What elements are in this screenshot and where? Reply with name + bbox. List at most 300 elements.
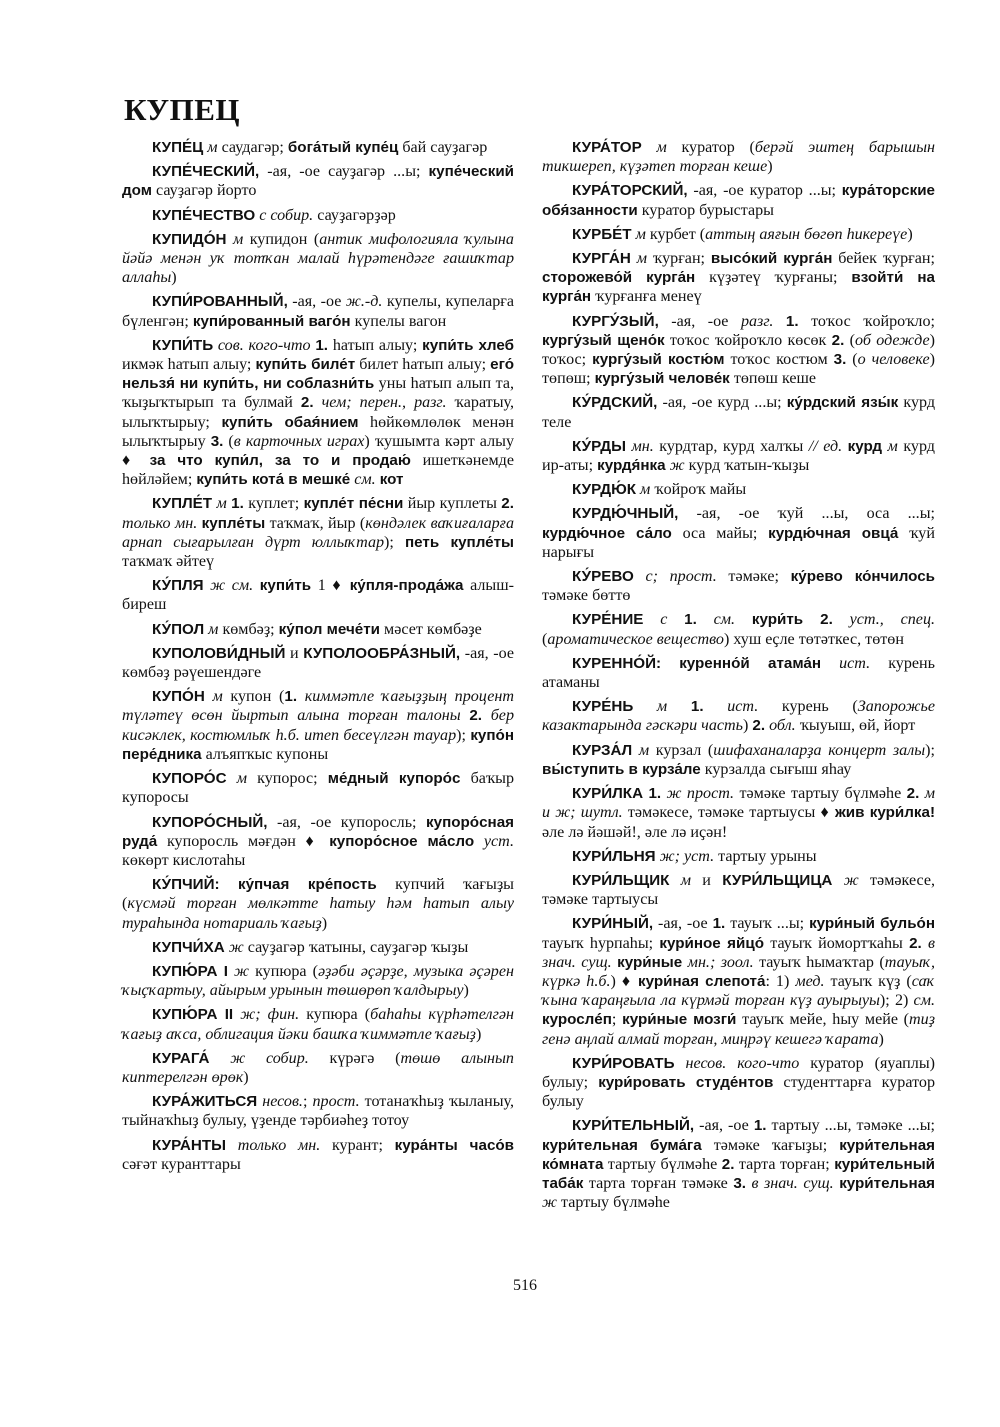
headword-text: кургу́зый костю́м <box>592 351 725 369</box>
definition-text: ) <box>463 982 469 1000</box>
headword-text: купо́н пере́дника <box>122 726 514 763</box>
definition-text: курд ир-аты; <box>542 437 935 475</box>
label-text: м <box>632 741 656 759</box>
definition-text: тәмәке бөттө <box>542 587 631 605</box>
definition-text: ; <box>302 1093 313 1111</box>
headword-text: курослéп <box>542 1011 612 1029</box>
definition-text: таҡмаҡ әйтеү <box>122 553 215 571</box>
headword-text: КУРА́ТОР <box>572 139 642 156</box>
label-text: несов. кого-что <box>674 1054 811 1072</box>
dictionary-entry <box>122 875 514 933</box>
definition-text: купюра ( <box>255 962 318 980</box>
headword-text: 2. <box>831 331 845 349</box>
label-text: шифаханаларҙа концерт залы <box>713 741 926 759</box>
dictionary-entry <box>542 437 935 475</box>
headword-text: кургу́зый челове́к <box>594 370 730 388</box>
definition-text: тарта торған тәмәке <box>583 1174 734 1192</box>
right-column <box>542 138 935 1217</box>
label-text: с <box>643 611 685 629</box>
headword-text: КУРИ́РОВАТЬ <box>572 1054 675 1072</box>
headword-text: КУПЮ́РА II <box>152 1006 234 1024</box>
definition-text: курант; <box>331 1136 395 1154</box>
definition-text: тотанаҡһыҙ ҡыланыу, тыйнаҡһыҙ булыу, үҙенде тәрбиәһеҙ тотоу <box>122 1093 514 1130</box>
headword-text: КУ́ПЧИЙ: <box>152 876 220 894</box>
headword-text: КУПОЛОВИ́ДНЫЙ <box>152 644 286 662</box>
dictionary-entry <box>122 813 514 871</box>
headword-text: купи́ть биле́т <box>255 356 356 374</box>
headword-text: КУРБЕ́Т <box>572 225 632 243</box>
headword-text: кури́ное яйцо́ <box>659 934 764 952</box>
definition-text: ) <box>907 225 913 243</box>
dictionary-entry <box>542 1054 935 1112</box>
headword-text: КУПЕ́ЧЕСКИЙ, <box>152 163 260 181</box>
label-text: м <box>636 481 655 499</box>
headword-text: КУРГУ́ЗЫЙ, <box>572 312 659 330</box>
definition-text: и <box>702 871 723 889</box>
definition-text: -ая, -ое курд ...ы; <box>657 394 787 412</box>
dictionary-entry <box>542 1116 935 1212</box>
label-text: м <box>641 139 682 156</box>
definition-text: ҡурған; <box>652 250 711 268</box>
dictionary-entry <box>542 480 935 499</box>
headword-text: КУПЮ́РА I <box>152 962 228 980</box>
definition-text: күҙәтеү ҡурғаны; <box>695 269 852 287</box>
definition-text: әле лә йәшәй!, әле лә иҫән! <box>542 823 728 841</box>
label-text: м <box>882 437 904 455</box>
headword-text: купи́ть хлеб <box>422 336 514 354</box>
definition-text: тарта торған; <box>734 1155 835 1173</box>
definition-text: курд ҡатын-ҡыҙы <box>688 457 810 475</box>
definition-text: тартыу бүлмәһе <box>561 1194 670 1212</box>
definition-text: тартыу бүлмәһе <box>603 1155 722 1173</box>
definition-text: купоросль мәғдән ♦ <box>157 832 330 850</box>
headword-text: КУ́РДСКИЙ, <box>572 394 658 412</box>
definition-text: саудагәр; <box>221 139 288 156</box>
label-text: разг. <box>740 312 774 330</box>
label-text: ж <box>224 938 248 956</box>
dictionary-entry <box>122 292 514 330</box>
definition-text: курень ( <box>781 698 858 716</box>
label-text: ж <box>542 1194 561 1212</box>
definition-text: ( <box>844 331 856 349</box>
definition-text: тауыҡ һурпаһы; <box>542 934 660 952</box>
definition-text: ) хуш еҫле төтәткес, төтөн <box>723 630 904 648</box>
label-text: ж <box>227 962 256 980</box>
label-text: баһаһы күрһәтелгән ҡағыҙ аҡса, облигация йәки башҡа ҡиммәтле ҡағыҙ <box>122 1006 514 1043</box>
headword-text: кура́торские обя́занности <box>542 182 935 219</box>
definition-text: ; <box>611 1011 623 1029</box>
headword-text: КУРИ́ЛЬНЯ <box>572 847 656 865</box>
definition-text: ) <box>475 1025 482 1043</box>
definition-text: алъяпҡыс купоны <box>201 745 329 763</box>
definition-text <box>220 876 238 893</box>
headword-text: КУПЕ́Ц <box>152 139 204 156</box>
headword-text: купи́ть <box>259 577 312 595</box>
headword-text: за что купи́л, за то и продаю́ <box>149 452 411 470</box>
label-text: м <box>226 230 250 248</box>
headword-text: ме́дный купоро́с <box>327 770 461 788</box>
headword-text: петь купле́ты <box>404 533 514 551</box>
definition-text: куратор ( <box>681 139 755 156</box>
headword-text: 1. <box>231 495 244 513</box>
definition-text: сәғәт куранттары <box>122 1155 241 1173</box>
dictionary-entry <box>542 504 935 562</box>
label-text: аттың аяғын бөгөп һикереүе <box>705 225 908 243</box>
headword-text: кури́тельная ко́мната <box>542 1136 936 1173</box>
definition-text: ҡаратыу, ылыҡтырыу; <box>122 394 514 431</box>
definition-text: ); <box>384 533 405 551</box>
dictionary-entry <box>122 620 514 639</box>
headword-text: КУПОРО́СНЫЙ, <box>152 813 268 831</box>
dictionary-entry <box>542 249 935 307</box>
definition-text: ( <box>542 630 548 648</box>
headword-text: кури́тельная бума́га <box>542 1136 702 1154</box>
headword-text: КУПЕ́ЧЕСТВО <box>152 206 256 224</box>
definition-text: куратор бурыстары <box>637 201 774 219</box>
headword-text: КУРА́ЖИТЬСЯ <box>152 1093 258 1111</box>
headword-text: 1. <box>753 1117 767 1135</box>
headword-text: КУПИ́РОВАННЫЙ, <box>152 293 288 311</box>
definition-text: тәмәке ҡағыҙы; <box>701 1136 840 1154</box>
definition-text: тауыҡ мейе, һыу мейе ( <box>736 1011 910 1029</box>
definition-text: тауыҡ күҙ ( <box>824 972 912 990</box>
definition-text: 1 ♦ <box>311 577 350 595</box>
label-text: чем; перен., разг. <box>313 394 447 412</box>
definition-text: тәмәкесе, тәмәке тартыусы ♦ <box>627 804 835 822</box>
headword-text: высо́кий курга́н <box>710 250 833 268</box>
dictionary-entry <box>542 654 935 692</box>
definition-text: ); <box>925 741 935 759</box>
definition-text: уны һатып алып та, ҡыҙыҡтырып та булмай <box>122 375 514 412</box>
definition-text: тауыҡ ...ы; <box>725 915 810 933</box>
definition-text: ) <box>243 1068 249 1086</box>
label-text: көндәлек ваҡиғаларға арнап сығарылған дүрт юллыҡтар <box>122 514 515 551</box>
label-text: см. <box>913 992 935 1010</box>
definition-text: ( <box>223 432 234 450</box>
definition-text: ); 2) <box>879 992 914 1010</box>
headword-text: купе́ческий дом <box>122 163 514 200</box>
headword-text: курд <box>847 437 883 455</box>
definition-text: -ая, -ое <box>658 312 741 330</box>
headword-text: жив кури́лка! <box>834 804 936 822</box>
headword-text: 1. <box>690 698 704 716</box>
label-text: только мн. <box>225 1136 332 1154</box>
label-text: мед. <box>795 972 825 990</box>
headword-text: купи́ть обая́нием <box>221 413 359 431</box>
headword-text: ку́рдский язы́к <box>786 394 899 412</box>
label-text: м <box>633 698 691 716</box>
label-text: тауыҡ, күркә һ.б. <box>542 953 935 990</box>
label-text: антик мифологияла ҡулына йәйә менән уҡ тотҡан малай һүрәтендәге ғашиҡтар аллаһы <box>122 230 514 287</box>
label-text: Запорожье казактарында гәскәри часть <box>542 698 935 735</box>
definition-text: ) ♦ <box>610 972 639 990</box>
dictionary-entry <box>542 697 935 735</box>
headword-text: 3. <box>733 1174 746 1192</box>
definition-text: -ая, -ое <box>287 293 346 311</box>
definition-text: ) <box>878 1030 884 1048</box>
headword-text: 2. <box>300 394 314 412</box>
label-text: сов. кого-что <box>213 336 316 354</box>
definition-text: тоҡос ҡойроҡло көсөк <box>664 331 832 349</box>
label-text: ж прост. <box>661 785 740 803</box>
label-text: м <box>669 871 703 889</box>
definition-text: таҡмаҡ, йыр ( <box>265 514 366 532</box>
definition-text: бай сауҙагәр <box>398 139 488 156</box>
headword-text: ку́пол мече́ти <box>278 620 381 638</box>
label-text: см. <box>350 471 380 489</box>
headword-text: 2. <box>501 495 514 513</box>
definition-text: курд теле <box>542 394 936 431</box>
label-text: м и ж; шутл. <box>542 785 936 822</box>
headword-text: КУРА́ТОРСКИЙ, <box>572 182 688 200</box>
definition-text: алыш-биреш <box>122 577 514 614</box>
headword-text: ку́рево ко́нчилось <box>790 568 936 586</box>
label-text: ист. <box>703 698 782 716</box>
headword-text: 3. <box>833 351 847 369</box>
headword-text: КУРА́НТЫ <box>152 1136 226 1154</box>
definition-text: курзалда сығыш яһау <box>700 760 852 778</box>
headword-text: купле́т пе́сни <box>303 495 404 513</box>
dictionary-entry <box>542 610 935 648</box>
dictionary-entry <box>542 567 935 605</box>
definition-text: -ая, -ое көмбәҙ рәүешендәге <box>122 644 514 682</box>
dictionary-entry <box>542 138 935 176</box>
definition-text: тәмәке; <box>728 568 791 586</box>
label-text: обл. <box>765 717 800 735</box>
headword-text: КУРИ́ЛКА <box>572 785 644 803</box>
headword-text: 2. <box>721 1155 735 1173</box>
headword-text: куренно́й атама́н <box>679 654 821 672</box>
dictionary-entry <box>122 962 514 1000</box>
headword-text: курдя́нка <box>597 457 666 475</box>
definition-text: оса майы; <box>671 524 769 542</box>
label-text: ж; фин. <box>233 1006 307 1024</box>
label-text: в знач. сущ. <box>542 934 935 971</box>
definition-text: -ая, -ое <box>653 915 713 933</box>
definition-text: сауҙагәр ҡатыны, сауҙагәр ҡыҙы <box>247 938 469 956</box>
definition-text: -ая, -ое купоросль; <box>267 813 427 831</box>
definition-text: курдтар, курд халҡы <box>659 437 809 455</box>
headword-text: КУРДЮ́ЧНЫЙ, <box>572 505 679 523</box>
headword-text: КУРЕ́НИЕ <box>572 611 644 629</box>
headword-text: КУПО́Н <box>152 688 205 706</box>
dictionary-entry <box>122 1136 514 1174</box>
definition-text: курень атаманы <box>542 654 935 692</box>
headword-text: кури́тельный таба́к <box>542 1155 935 1192</box>
headword-text: КУРДЮ́К <box>572 481 637 499</box>
label-text: с собир. <box>255 206 314 224</box>
label-text: прост. <box>312 1093 360 1111</box>
headword-text: КУПИ́ТЬ <box>152 336 214 354</box>
label-text: тиҙ генә аңлай алмай торған, миңрәү кешегә ҡарата <box>542 1011 935 1048</box>
definition-text: ) төпөш; <box>542 351 936 388</box>
headword-text: кури́ть 2. <box>751 611 833 629</box>
definition-text: купелы вагон <box>350 312 447 330</box>
dictionary-entry <box>122 162 514 200</box>
label-text: с; прост. <box>633 568 729 586</box>
dictionary-entry <box>542 225 935 244</box>
label-text: киммәтле ҡағыҙҙың процент түләтеү өсөн йыртып алына торған талоны <box>122 688 514 725</box>
definition-text: күрәгә ( <box>329 1049 401 1067</box>
definition-text: куратор (яуаплы) булыу; <box>542 1054 935 1091</box>
definition-text: ишеткәнемде һөйләйем; <box>122 452 514 489</box>
headword-text: кури́ный бульо́н <box>809 915 935 933</box>
label-text: ж.-д. <box>345 293 383 311</box>
label-text: саҡ ҡына ҡараңғыла ла күрмәй торған күҙ ауырыуы <box>542 972 935 1010</box>
headword-text: бога́тый купе́ц <box>287 139 399 156</box>
definition-text: ); <box>456 726 471 744</box>
label-text: ж собир. <box>209 1049 330 1067</box>
definition-text: купелы, купеларға бүленгән; <box>122 293 515 330</box>
headword-text: кот <box>379 471 404 489</box>
definition-text: ҡойроҡ майы <box>654 481 747 499</box>
label-text: ароматическое вещество <box>547 630 724 648</box>
headword-text: 1. <box>284 688 298 706</box>
headword-text: 1. <box>684 611 697 629</box>
headword-text: КУПИДО́Н <box>152 230 227 248</box>
headword-text: 1. <box>648 785 662 803</box>
definition-text: купорос; <box>257 770 328 788</box>
label-text: в карточных играх <box>233 432 365 450</box>
headword-text: 1. <box>785 312 799 330</box>
definition-text: тоҡос ҡойроҡло; <box>798 312 935 330</box>
definition-text <box>773 313 785 330</box>
dictionary-entry <box>122 206 514 225</box>
dictionary-entry <box>122 1092 514 1130</box>
dictionary-entry <box>122 769 514 807</box>
headword-text: 3. <box>210 432 224 450</box>
headword-text: КУРАГА́ <box>152 1049 210 1067</box>
definition-text: тауыҡ йомортҡаһы <box>764 934 910 952</box>
label-text: берәй эштең барышын тикшереп, күҙәтеп торған кеше <box>542 139 935 176</box>
headword-text: сторожево́й курга́н <box>542 269 696 287</box>
definition-text: ) <box>767 158 773 176</box>
definition-text: сауҙагәр йорто <box>151 182 257 200</box>
label-text: об одежде <box>855 331 930 349</box>
label-text: ж <box>832 871 871 889</box>
definition-text: ) <box>743 717 753 735</box>
label-text: м <box>630 250 653 268</box>
headword-text: КУ́ПЛЯ <box>152 577 204 595</box>
headword-text: КУ́РДЫ <box>572 437 626 455</box>
label-text: о человеке <box>857 351 930 369</box>
dictionary-entry <box>542 784 935 842</box>
headword-text: КУРЗА́Л <box>572 741 633 759</box>
label-text: ж; уст. <box>655 847 719 865</box>
headword-text: кури́ные мозги́ <box>622 1011 737 1029</box>
dictionary-entry <box>122 230 514 288</box>
dictionary-entry <box>122 576 514 614</box>
definition-text: һатып алыу; <box>328 336 423 354</box>
definition-text: -ая, -ое куратор ...ы; <box>687 182 842 200</box>
dictionary-entry <box>542 914 935 1048</box>
definition-text <box>661 655 679 672</box>
label-text: ист. <box>821 654 889 672</box>
label-text: м <box>212 495 232 513</box>
label-text: ж см. <box>203 577 260 595</box>
page-header: КУПЕЦ <box>124 92 241 127</box>
headword-text: КУПОРО́С <box>152 770 227 788</box>
headword-text: КУПОЛООБРА́ЗНЫЙ, <box>303 644 461 662</box>
headword-text: 1. <box>315 336 329 354</box>
definition-text: студенттарға куратор булыу <box>542 1073 935 1111</box>
dictionary-entry <box>122 138 514 157</box>
headword-text: купоро́сная руда́ <box>122 813 514 850</box>
definition-text: тауыҡ һымаҡтар ( <box>759 953 885 971</box>
definition-text: тәмәкесе, тәмәке тартыусы <box>542 871 935 909</box>
headword-text: 2. <box>752 717 766 735</box>
dictionary-entry <box>122 494 514 571</box>
definition-text: купидон ( <box>249 230 320 248</box>
definition-text: ) <box>171 269 177 287</box>
headword-text: 1. <box>712 915 726 933</box>
dictionary-entry <box>542 847 935 866</box>
headword-text: КУПЛЕ́Т <box>152 495 213 513</box>
label-text: м <box>204 688 231 706</box>
headword-text: курдю́чное са́ло <box>542 524 672 542</box>
definition-text: ) ҡушымта кәрт алыу ♦ <box>122 432 514 470</box>
label-text: төшө алынып киптерелгән өрөк <box>122 1049 514 1086</box>
definition-text: купчий ҡағыҙы ( <box>122 876 514 913</box>
definition-text: билет һатып алыу; <box>355 356 491 374</box>
dictionary-entry <box>122 938 514 957</box>
headword-text: КУ́ПОЛ <box>152 620 205 638</box>
definition-text: ҡуй нарығы <box>542 524 935 561</box>
dictionary-entry <box>542 741 935 779</box>
label-text: ж <box>665 457 689 475</box>
headword-text: купи́рованный ваго́н <box>192 312 351 330</box>
definition-text: : 1) <box>765 972 796 990</box>
definition-text: курбет ( <box>649 225 706 243</box>
definition-text: ҡурғанға менеү <box>591 288 702 306</box>
definition-text: ) тоҡос; <box>542 331 935 369</box>
headword-text: КУРГА́Н <box>572 250 631 268</box>
definition-text: -ая, -ое ҡуй ...ы, оса ...ы; <box>678 505 935 523</box>
label-text: әҙәби әҫәрҙе, музыка әҫәрен ҡыҫҡартыу, айырым урынын төшөрөп ҡалдырыу <box>122 962 514 1000</box>
dictionary-entry <box>122 1049 514 1087</box>
page-number: 516 <box>513 1277 537 1294</box>
label-text: мн.; зоол. <box>682 953 760 971</box>
label-text: бер кисәклек, костюмлыҡ һ.б. итеп бесеүлгән тауар <box>122 707 514 744</box>
definition-text: купон ( <box>230 688 285 706</box>
headword-text: 2. <box>906 785 920 803</box>
definition-text: ) <box>321 914 328 932</box>
definition-text: көкөрт кислотаһы <box>122 851 246 869</box>
headword-text: КУРИ́ТЕЛЬНЫЙ, <box>572 1117 695 1135</box>
definition-text: көмбәҙ; <box>222 620 279 638</box>
headword-text: КУПЧИ́ХА <box>152 938 225 956</box>
headword-text: купле́ты <box>201 514 266 532</box>
headword-text: кури́тельная <box>839 1174 935 1192</box>
headword-text: ку́пчая кре́пость <box>237 876 377 894</box>
definition-text: сауҙагәрҙәр <box>313 206 396 224</box>
definition-text: икмәк һатып алыу; <box>122 356 256 374</box>
label-text: м <box>204 620 223 638</box>
label-text: мн. <box>625 437 660 455</box>
headword-text: КУРЕ́НЬ <box>572 698 634 716</box>
definition-text: тәмәке тартыу бүлмәһе <box>739 785 907 803</box>
headword-text: ку́пля-прода́жа <box>349 577 464 595</box>
label-text: // ед. <box>808 437 848 455</box>
headword-text: его́ нельзя́ ни купи́ть, ни соблазни́ть <box>122 356 514 393</box>
definition-text: ( <box>846 351 858 369</box>
label-text: только мн. <box>122 514 198 532</box>
dictionary-entry <box>122 336 514 490</box>
label-text: м <box>226 770 258 788</box>
definition-text: һөйкөмлөлөк менән ылыҡтырыу <box>122 413 514 450</box>
headword-text: КУРИ́НЫЙ, <box>572 915 654 933</box>
headword-text: вы́ступить в курза́ле <box>542 760 701 778</box>
